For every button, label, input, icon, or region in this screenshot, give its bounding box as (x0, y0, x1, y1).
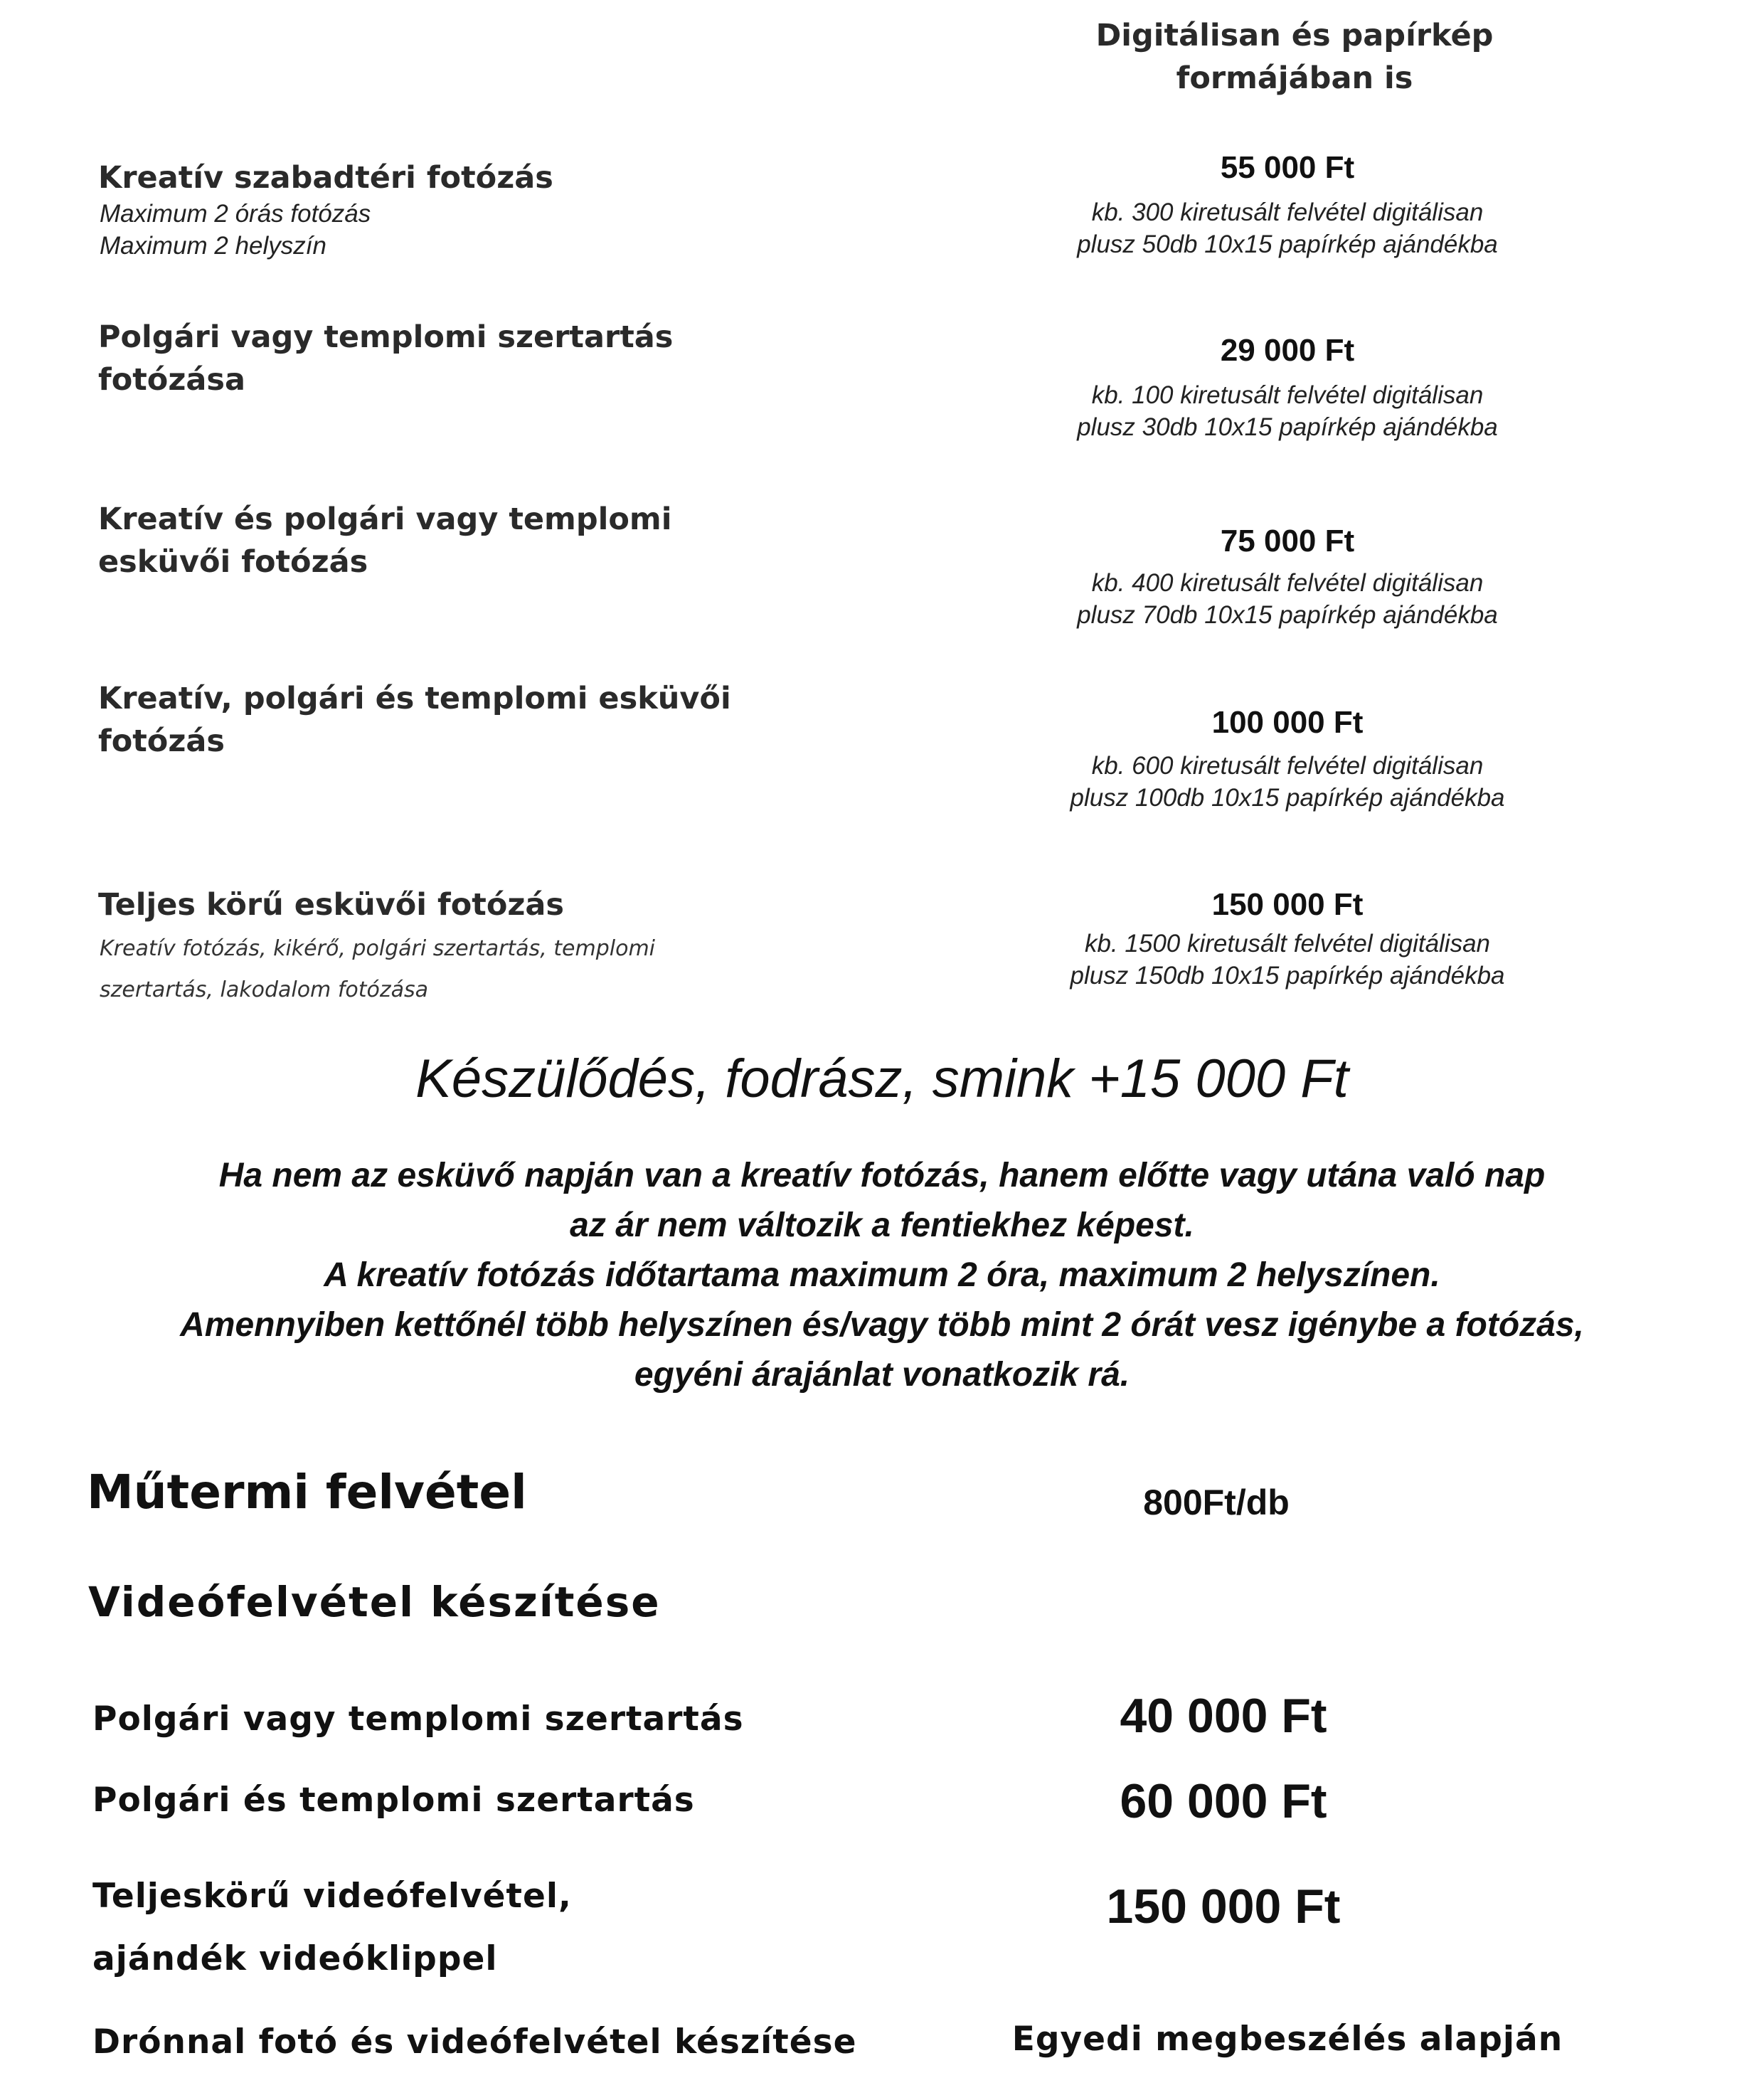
package-name (98, 316, 738, 401)
info-line: A kreatív fotózás időtartama maximum 2 óra, maximum 2 helyszínen. (324, 1256, 1440, 1294)
info-line: egyéni árajánlat vonatkozik rá. (634, 1356, 1130, 1394)
extra-service: Készülődés, fodrász, smink +15 000 Ft (415, 1049, 1349, 1109)
package-note-line: plusz 50db 10x15 papírkép ajándékba (1077, 230, 1498, 258)
column-header (1024, 14, 1565, 100)
package-name-line: Kreatív és polgári vagy templomi (98, 502, 672, 537)
package-name-line: Kreatív, polgári és templomi esküvői (98, 681, 731, 716)
studio-label: Műtermi felvétel (87, 1465, 527, 1520)
package-detail-line: Maximum 2 órás fotózás (100, 200, 371, 228)
package-name-line: Polgári vagy templomi szertartás (98, 319, 674, 355)
package-note-line: plusz 100db 10x15 papírkép ajándékba (1070, 784, 1505, 812)
package-name-line: esküvői fotózás (98, 544, 368, 580)
package-detail-line: Kreatív fotózás, kikérő, polgári szertartás, templomi (100, 936, 655, 961)
package-name-line: fotózás (98, 723, 225, 759)
info-line: Ha nem az esküvő napján van a kreatív fotózás, hanem előtte vagy utána való nap (218, 1157, 1546, 1194)
column-header-line: Digitálisan és papírkép (1095, 18, 1494, 53)
package-name (98, 157, 738, 199)
package-name (98, 498, 738, 583)
package-details (100, 198, 740, 262)
drone-label: Drónnal fotó és videófelvétel készítése (92, 2022, 857, 2062)
column-header-line: formájában is (1176, 60, 1413, 96)
package-price: 150 000 Ft (1211, 887, 1364, 922)
package-details (100, 928, 740, 1011)
info-line: Amennyiben kettőnél több helyszínen és/vagy több mint 2 órát vesz igénybe a fotózás, (180, 1306, 1584, 1344)
package-price: 29 000 Ft (1220, 333, 1355, 368)
package-note (996, 928, 1579, 992)
video-item-label (92, 1774, 1017, 1827)
video-item-label (92, 1865, 1017, 1990)
package-detail-line: Maximum 2 helyszín (100, 232, 326, 260)
package-note-line: kb. 600 kiretusált felvétel digitálisan (1091, 752, 1484, 780)
package-note (996, 567, 1579, 631)
video-item-label (92, 1693, 1017, 1746)
info-line: az ár nem változik a fentiekhez képest. (570, 1207, 1194, 1244)
package-note (996, 196, 1579, 260)
package-price: 55 000 Ft (1220, 150, 1355, 185)
video-heading: Videófelvétel készítése (88, 1578, 661, 1626)
video-item-price: 40 000 Ft (1120, 1689, 1327, 1743)
drone-price: Egyedi megbeszélés alapján (1011, 2020, 1563, 2059)
package-note (996, 750, 1579, 814)
package-name-line: Teljes körű esküvői fotózás (98, 887, 564, 923)
package-note-line: kb. 400 kiretusált felvétel digitálisan (1091, 569, 1484, 597)
package-note-line: plusz 150db 10x15 papírkép ajándékba (1070, 962, 1505, 990)
video-item-price: 60 000 Ft (1120, 1774, 1327, 1828)
package-price: 75 000 Ft (1220, 524, 1355, 558)
package-note-line: plusz 30db 10x15 papírkép ajándékba (1077, 413, 1498, 441)
package-name-line: Kreatív szabadtéri fotózás (98, 160, 553, 196)
package-name-line: fotózása (98, 362, 246, 398)
package-note-line: kb. 300 kiretusált felvétel digitálisan (1091, 198, 1484, 226)
video-item-label-line: Teljeskörű videófelvétel, (92, 1877, 572, 1916)
video-item-label-line: Polgári és templomi szertartás (92, 1781, 695, 1820)
package-name (98, 677, 738, 763)
package-note (996, 379, 1579, 443)
video-item-label-line: Polgári vagy templomi szertartás (92, 1699, 744, 1739)
video-item-price: 150 000 Ft (1106, 1879, 1341, 1934)
info-paragraph (71, 1151, 1693, 1400)
package-note-line: kb. 100 kiretusált felvétel digitálisan (1091, 381, 1484, 409)
package-note-line: plusz 70db 10x15 papírkép ajándékba (1077, 601, 1498, 629)
package-note-line: kb. 1500 kiretusált felvétel digitálisan (1084, 930, 1491, 958)
studio-price: 800Ft/db (1143, 1483, 1290, 1522)
video-item-label-line: ajándék videóklippel (92, 1939, 498, 1978)
package-name (98, 884, 738, 926)
package-detail-line: szertartás, lakodalom fotózása (100, 977, 428, 1002)
package-price: 100 000 Ft (1211, 705, 1364, 740)
